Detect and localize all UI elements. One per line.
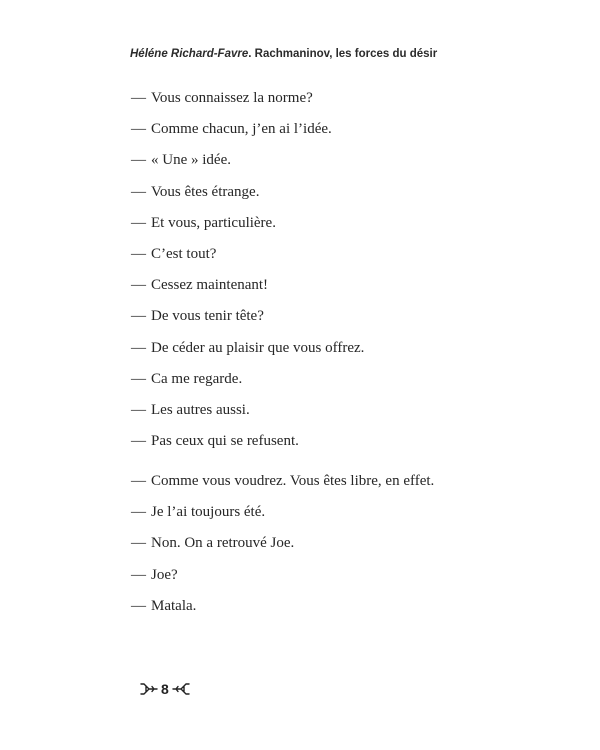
running-head — [130, 48, 437, 60]
dialogue-line — [131, 150, 571, 170]
dialogue-line-text: « Une » idée. — [151, 152, 231, 169]
dialogue-line-text: Comme vous voudrez. Vous êtes libre, en effet. — [151, 473, 435, 490]
em-dash: — — [131, 433, 146, 450]
dialogue-line-text: Cessez maintenant! — [151, 277, 269, 294]
em-dash: — — [131, 504, 146, 521]
dialogue-line — [131, 244, 571, 264]
dialogue-line — [131, 471, 571, 491]
dialogue-line — [131, 369, 571, 389]
dialogue-line — [131, 213, 571, 233]
dialogue-line-text: Matala. — [151, 597, 197, 614]
em-dash: — — [131, 152, 146, 169]
dialogue-line-text: Les autres aussi. — [151, 401, 250, 418]
em-dash: — — [131, 535, 146, 552]
em-dash: — — [131, 308, 146, 325]
em-dash: — — [131, 370, 146, 387]
dialogue-line — [131, 565, 571, 585]
em-dash: — — [131, 183, 146, 200]
dialogue-line — [131, 431, 571, 451]
right-ornament-icon — [172, 682, 190, 696]
page-number: 8 — [161, 681, 169, 697]
left-ornament-icon — [140, 682, 158, 696]
em-dash: — — [131, 597, 146, 614]
em-dash: — — [131, 339, 146, 356]
page-folio — [140, 682, 190, 696]
dialogue-line-text: Non. On a retrouvé Joe. — [151, 535, 295, 552]
dialogue-line-text: Comme chacun, j’en ai l’idée. — [151, 121, 332, 138]
dialogue-line — [131, 338, 571, 358]
running-head-author: Héléne Richard-Favre — [130, 48, 249, 60]
dialogue-line — [131, 306, 571, 326]
dialogue-line-text: Je l’ai toujours été. — [151, 504, 266, 521]
dialogue-line — [131, 533, 571, 553]
em-dash: — — [131, 214, 146, 231]
dialogue-line — [131, 400, 571, 420]
dialogue-line-text: Pas ceux qui se refusent. — [151, 433, 299, 450]
dialogue-list — [131, 88, 571, 627]
dialogue-line-text: Vous connaissez la norme? — [151, 90, 313, 106]
dialogue-line — [131, 88, 571, 108]
dialogue-line — [131, 502, 571, 522]
dialogue-line-text: Et vous, particulière. — [151, 214, 276, 231]
dialogue-line-text: Ca me regarde. — [151, 370, 243, 387]
em-dash: — — [131, 121, 146, 138]
em-dash: — — [131, 566, 146, 583]
dialogue-line-text: C’est tout? — [151, 245, 217, 262]
em-dash: — — [131, 245, 146, 262]
running-head-separator: . — [248, 48, 255, 60]
em-dash: — — [131, 473, 146, 490]
dialogue-line — [131, 119, 571, 139]
em-dash: — — [131, 90, 146, 106]
dialogue-line-text: De céder au plaisir que vous offrez. — [151, 339, 365, 356]
dialogue-line-text: Vous êtes étrange. — [151, 183, 260, 200]
dialogue-line — [131, 275, 571, 295]
dialogue-line-text: De vous tenir tête? — [151, 308, 264, 325]
em-dash: — — [131, 401, 146, 418]
em-dash: — — [131, 277, 146, 294]
running-head-title: Rachmaninov, les forces du désir — [254, 48, 438, 60]
dialogue-line — [131, 596, 571, 616]
dialogue-line-text: Joe? — [151, 566, 178, 583]
dialogue-line — [131, 182, 571, 202]
